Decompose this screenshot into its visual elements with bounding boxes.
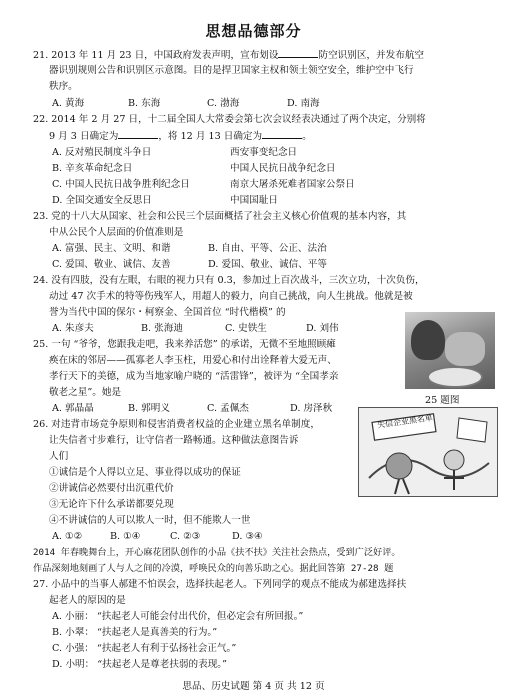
q24-option-d: D. 刘伟	[306, 323, 339, 334]
q22-blank-1	[118, 129, 158, 139]
q25-line4: 敬老之星”。她是	[49, 387, 122, 398]
q25-line3: 孝行天下的美德，成为当地家喻户晓的 “活雷锋”，被评为 “全国孝亲	[49, 371, 339, 382]
q22-option-d-1: D. 全国交通安全反思日	[52, 195, 152, 206]
q25-photo	[405, 312, 495, 389]
q26-item-3: ③无论许下什么承诺都要兑现	[49, 499, 174, 510]
q24-option-a: A. 朱彦夫	[52, 323, 94, 334]
memo-line2: 作品深刻地刻画了人与人之间的冷漠，呼唤民众的向善乐助之心。据此回答第 27-28 题	[33, 563, 394, 574]
q21-line3: 秩序。	[49, 81, 78, 92]
q21-option-a: A. 黄海	[52, 98, 85, 109]
q25-line2: 痪在床的邻居——孤寡老人李玉柱，用爱心和付出诠释着大爱无声、	[49, 355, 337, 366]
q26-line1: 26. 对违背市场竞争原则和侵害消费者权益的企业建立黑名单制度，	[33, 419, 320, 430]
q25-option-d: D. 房泽秋	[290, 403, 333, 414]
q26-option-c: C. ②③	[170, 531, 201, 542]
q24-line1: 24. 没有四肢，没有左眼，右眼的视力只有 0.3，参加过上百次战斗，三次立功，十次负伤，	[33, 275, 425, 286]
q26-option-b: B. ①④	[110, 531, 141, 542]
q23-line2: 中从公民个人层面的价值准则是	[49, 227, 184, 238]
q25-option-b: B. 郭明义	[128, 403, 170, 414]
q27-option-b: B. 小翠： “扶起老人是真善美的行为。”	[52, 627, 218, 638]
q22-text-c: 。	[302, 131, 312, 142]
q22-blank-2	[262, 129, 302, 139]
q26-line3: 人们	[49, 451, 69, 462]
q24-line3: 誉为当代中国的保尔・柯察金、全国首位 “时代楷模” 的	[49, 307, 286, 318]
q21-line1	[33, 48, 424, 62]
q24-line2: 动过 47 次手术的特等伤残军人，用超人的毅力，向自己挑战，向人生挑战。他就是被	[49, 291, 413, 302]
q27-line2: 起老人的原因的是	[49, 595, 126, 606]
q27-line1: 27. 小品中的当事人郝建不怕误会，选择扶起老人。下列同学的观点不能成为郝建选择扶	[33, 579, 407, 590]
q22-option-d-2: 中国国耻日	[230, 195, 278, 206]
photo-person-left	[411, 320, 445, 360]
q22-text-b: ，将 12 月 13 日确定为	[158, 131, 263, 142]
q26-item-4: ④不讲诚信的人可以欺人一时，但不能欺人一世	[49, 515, 251, 526]
q25-option-a: A. 郭晶晶	[52, 403, 94, 414]
q22-option-a-1: A. 反对殖民制度斗争日	[52, 147, 152, 158]
q23-option-c: C. 爱国、敬业、诚信、友善	[52, 259, 171, 270]
q21-blank	[278, 48, 318, 58]
q26-item-2: ②讲诚信必然要付出沉重代价	[49, 483, 174, 494]
q24-option-b: B. 张海迪	[141, 323, 183, 334]
q22-option-a-2: 西安事变纪念日	[230, 147, 298, 158]
page-footer: 思品、历史试题 第 4 页 共 12 页	[182, 681, 325, 692]
q26-line2: 让失信者寸步难行，让守信者一路畅通。这种做法意图告诉	[49, 435, 299, 446]
q22-option-c-1: C. 中国人民抗日战争胜利纪念日	[52, 179, 190, 190]
memo-line1: 2014 年春晚舞台上，开心麻花团队创作的小品《扶不扶》关注社会热点，受到广泛好评。	[33, 547, 401, 558]
q26-item-1: ①诚信是个人得以立足、事业得以成功的保证	[49, 467, 241, 478]
cartoon-sign-text: 失信企业黑名单	[376, 413, 434, 430]
q22-line2	[49, 129, 312, 143]
q24-option-c: C. 史铁生	[225, 323, 267, 334]
q21-text-b: 防空识别区，并发布航空	[318, 50, 425, 61]
q25-caption: 25 题图	[425, 395, 460, 406]
q23-option-b: B. 自由、平等、公正、法治	[208, 243, 327, 254]
q27-option-a: A. 小丽： “扶起老人可能会付出代价，但必定会有所回报。”	[52, 611, 304, 622]
q22-option-b-1: B. 辛亥革命纪念日	[52, 163, 133, 174]
q25-line1: 25. 一句 “爷爷，您跟我走吧，我来养活您” 的承诺，无微不至地照顾瘫	[33, 339, 336, 350]
q22-line1: 22. 2014 年 2 月 27 日，十二届全国人大常委会第七次会议经表决通过了两个决定，分别将	[33, 114, 426, 125]
q22-text-a: 9 月 3 日确定为	[49, 131, 119, 142]
q23-option-a: A. 富强、民主、文明、和谐	[52, 243, 171, 254]
q26-cartoon	[358, 407, 498, 497]
q21-option-b: B. 东海	[128, 98, 161, 109]
q21-option-d: D. 南海	[287, 98, 320, 109]
q23-option-d: D. 爱国、敬业、诚信、平等	[208, 259, 327, 270]
q23-line1: 23. 党的十八大从国家、社会和公民三个层面概括了社会主义核心价值观的基本内容，其	[33, 211, 407, 222]
q21-option-c: C. 渤海	[207, 98, 240, 109]
q26-option-a: A. ①②	[52, 531, 83, 542]
photo-basin	[427, 366, 483, 388]
q22-option-b-2: 中国人民抗日战争纪念日	[230, 163, 336, 174]
page-title: 思想品德部分	[205, 22, 302, 40]
q22-option-c-2: 南京大屠杀死难者国家公祭日	[230, 179, 355, 190]
q21-line2: 器识别规则公告和识别区示意图。目的是捍卫国家主权和领土领空安全，维护空中飞行	[49, 65, 414, 76]
q27-option-c: C. 小强： “扶起老人有利于弘扬社会正气。”	[52, 643, 237, 654]
q25-option-c: C. 孟佩杰	[207, 403, 249, 414]
q27-option-d: D. 小明： “扶起老人是尊老扶弱的表现。”	[52, 659, 228, 670]
q26-option-d: D. ③④	[232, 531, 263, 542]
photo-person-right	[445, 332, 485, 366]
q21-text-a: 21. 2013 年 11 月 23 日，中国政府发表声明，宣布划设	[33, 50, 279, 61]
